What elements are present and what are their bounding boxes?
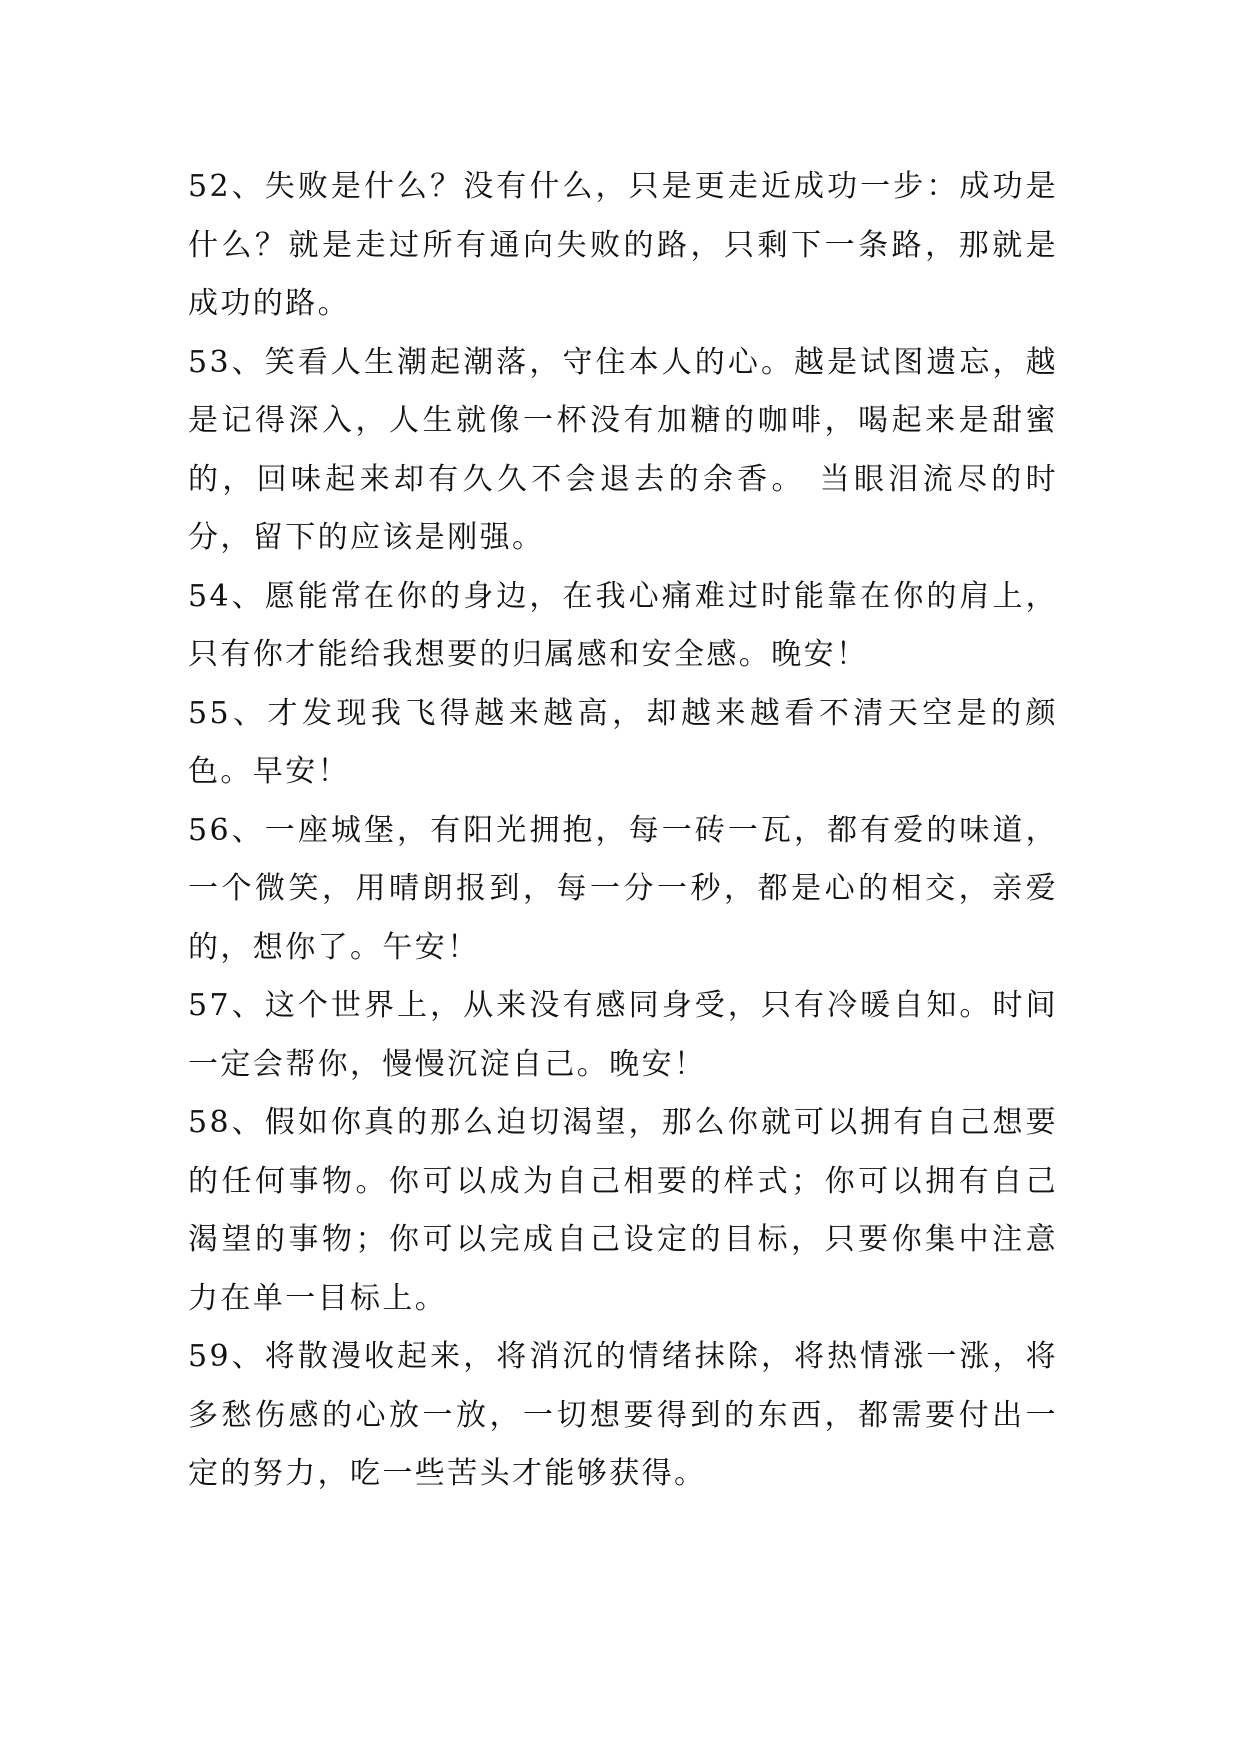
paragraph-55: 55、才发现我飞得越来越高，却越来越看不清天空是的颜色。早安！ xyxy=(188,695,1058,789)
paragraph-53: 53、笑看人生潮起潮落，守住本人的心。越是试图遗忘，越是记得深入，人生就像一杯没有加糖的咖啡，喝起来是甜蜜的，回味起来却有久久不会退去的余香。 当眼泪流尽的时分，留下的应该是刚强。 xyxy=(188,344,1058,555)
paragraph-54: 54、愿能常在你的身边，在我心痛难过时能靠在你的肩上，只有你才能给我想要的归属感和安全感。晚安！ xyxy=(188,578,1058,672)
paragraph-56: 56、一座城堡，有阳光拥抱，每一砖一瓦，都有爱的味道，一个微笑，用晴朗报到，每一分一秒，都是心的相交，亲爱的，想你了。午安！ xyxy=(188,812,1058,965)
document-body xyxy=(188,158,1058,1504)
paragraph-57: 57、这个世界上，从来没有感同身受，只有冷暖自知。时间一定会帮你，慢慢沉淀自己。晚安！ xyxy=(188,988,1058,1082)
paragraph-58: 58、假如你真的那么迫切渴望，那么你就可以拥有自己想要的任何事物。你可以成为自己相要的样式；你可以拥有自己渴望的事物；你可以完成自己设定的目标，只要你集中注意力在单一目标上。 xyxy=(188,1105,1058,1316)
paragraph-52: 52、失败是什么？没有什么，只是更走近成功一步：成功是什么？就是走过所有通向失败的路，只剩下一条路，那就是成功的路。 xyxy=(188,169,1058,321)
paragraph-59: 59、将散漫收起来，将消沉的情绪抹除，将热情涨一涨，将多愁伤感的心放一放，一切想要得到的东西，都需要付出一定的努力，吃一些苦头才能够获得。 xyxy=(188,1339,1058,1491)
